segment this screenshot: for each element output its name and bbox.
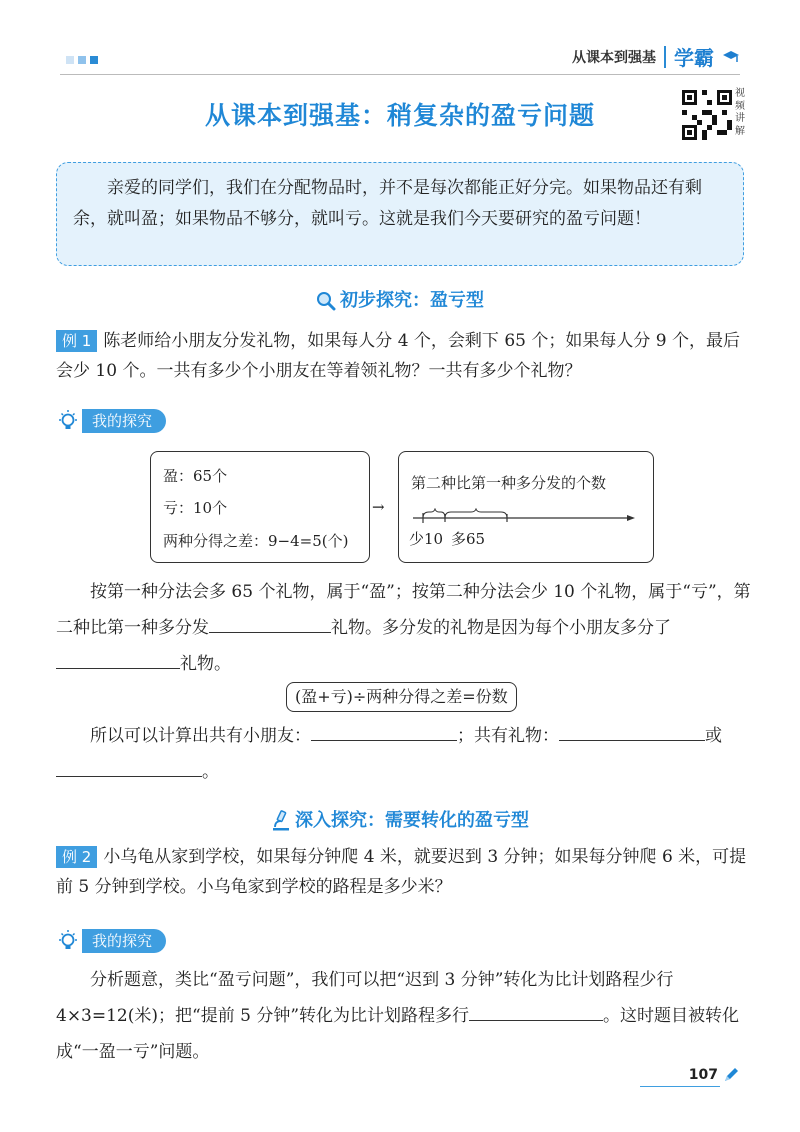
example-1 <box>56 326 756 386</box>
deficit-line: 亏：10个 <box>163 499 228 517</box>
section-1-heading <box>0 286 800 312</box>
lightbulb-icon <box>56 929 80 953</box>
surplus-line: 盈：65个 <box>163 467 228 485</box>
header-decoration <box>66 56 98 64</box>
header-right <box>572 42 740 71</box>
example-1-tag: 例 1 <box>56 330 97 352</box>
example-2-tag: 例 2 <box>56 846 97 868</box>
diagram-box-facts <box>150 451 370 563</box>
page-number <box>689 1066 740 1084</box>
section-2-title: 深入探究：需要转化的盈亏型 <box>295 810 529 831</box>
header-square-3 <box>90 56 98 64</box>
paragraph-2 <box>56 718 756 790</box>
example-2 <box>56 842 756 902</box>
header-square-2 <box>78 56 86 64</box>
microscope-icon <box>271 810 291 832</box>
answer-blank-5[interactable] <box>56 754 202 777</box>
header-divider <box>664 46 666 68</box>
less-label: 少10 <box>409 530 444 548</box>
paragraph-3-part-b: 。这时题目被转化成“一盈一亏”问题。 <box>56 1006 740 1062</box>
diagram-box-line <box>398 451 654 563</box>
number-line <box>409 508 641 530</box>
answer-blank-3[interactable] <box>311 718 457 741</box>
answer-blank-1[interactable] <box>209 610 331 633</box>
series-title: 从课本到强基 <box>572 49 656 66</box>
qr-label: 视频讲解 <box>735 88 745 137</box>
lightbulb-icon <box>56 409 80 433</box>
graduation-cap-icon <box>722 50 740 64</box>
my-exploration-pill: 我的探究 <box>82 929 166 953</box>
paragraph-3-part-a: 分析题意，类比“盈亏问题”，我们可以把“迟到 3 分钟”转化为比计划路程少行 4×3=12(米)；把“提前 5 分钟”转化为比计划路程多行 <box>56 970 674 1026</box>
magnifier-icon <box>316 291 336 311</box>
paragraph-2-part-b: ；共有礼物： <box>457 726 559 746</box>
qr-code-icon[interactable] <box>682 90 732 140</box>
section-2-heading <box>0 806 800 832</box>
answer-blank-4[interactable] <box>559 718 705 741</box>
intro-box: 亲爱的同学们，我们在分配物品时，并不是每次都能正好分完。如果物品还有剩余，就叫盈；如果物品不够分，就叫亏。这就是我们今天要研究的盈亏问题！ <box>56 162 744 266</box>
page-number-text: 107 <box>688 1067 718 1083</box>
example-1-text: 陈老师给小朋友分发礼物，如果每人分 4 个，会剩下 65 个；如果每人分 9 个，最后会少 10 个。一共有多少个小朋友在等着领礼物？一共有多少个礼物？ <box>56 331 740 381</box>
more-label: 多65 <box>451 530 486 548</box>
brand-logo: 学霸 <box>674 46 714 70</box>
pencil-icon <box>722 1066 740 1084</box>
paragraph-1-part-c: 礼物。 <box>180 654 231 674</box>
diagram-line-title: 第二种比第一种多分发的个数 <box>411 474 607 492</box>
difference-line: 两种分得之差：9−4=5(个) <box>163 532 349 550</box>
diagram-arrow: → <box>372 498 385 516</box>
section-1-title: 初步探究：盈亏型 <box>340 290 484 311</box>
header-square-1 <box>66 56 74 64</box>
my-exploration-label-2 <box>56 928 166 954</box>
my-exploration-label-1 <box>56 408 166 434</box>
paragraph-1 <box>56 574 756 682</box>
header-rule <box>60 74 740 75</box>
answer-blank-6[interactable] <box>469 998 603 1021</box>
paragraph-2-part-d: 。 <box>202 762 219 782</box>
paragraph-1-part-a: 按第一种分法会多 65 个礼物，属于“盈”；按第二种分法会少 10 个礼物，属于“亏”，第二种比第一种多分发 <box>56 582 751 638</box>
formula-box: (盈+亏)÷两种分得之差=份数 <box>286 682 517 712</box>
example-2-text: 小乌龟从家到学校，如果每分钟爬 4 米，就要迟到 3 分钟；如果每分钟爬 6 米，可提前 5 分钟到学校。小乌龟家到学校的路程是多少米？ <box>56 847 747 897</box>
paragraph-2-part-c: 或 <box>705 726 722 746</box>
my-exploration-pill: 我的探究 <box>82 409 166 433</box>
paragraph-1-part-b: 礼物。多分发的礼物是因为每个小朋友多分了 <box>331 618 671 638</box>
page-title: 从课本到强基：稍复杂的盈亏问题 <box>204 101 595 130</box>
page-number-rule <box>640 1086 720 1087</box>
paragraph-3 <box>56 962 756 1070</box>
answer-blank-2[interactable] <box>56 646 180 669</box>
paragraph-2-part-a: 所以可以计算出共有小朋友： <box>90 726 311 746</box>
